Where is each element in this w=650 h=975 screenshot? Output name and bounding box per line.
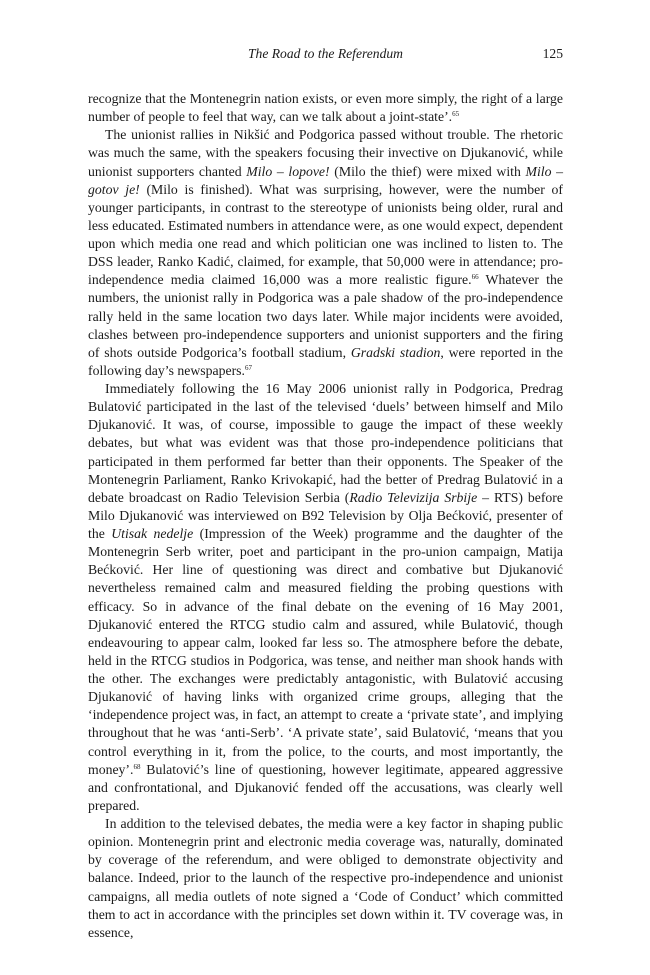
paragraph (88, 126, 563, 380)
footnote-marker: 68 (133, 762, 141, 771)
running-head (88, 46, 563, 66)
paragraph (88, 815, 563, 942)
body-text (88, 90, 563, 942)
page-number: 125 (542, 46, 563, 61)
italic-text: Gradski stadion (350, 344, 441, 360)
italic-text: Radio Televizija Srbije (349, 489, 478, 505)
text-run: The unionist rallies in Nikšić and Podgorica passed without trouble. The rhetoric was much the same, with the speakers focusing their invective on Djukanović, while unionist supporters chanted (88, 127, 563, 179)
italic-text: Milo – lopove! (246, 163, 330, 179)
footnote-marker: 65 (452, 110, 460, 119)
footnote-marker: 66 (471, 273, 479, 282)
paragraph (88, 90, 563, 126)
text-run: (Milo the thief) were mixed with (329, 163, 526, 179)
running-title: The Road to the Referendum (247, 46, 404, 61)
italic-text: Milo – gotov je! (88, 163, 563, 197)
paragraph (88, 380, 563, 815)
text-run: recognize that the Montenegrin nation exists, or even more simply, the right of a large number of people to feel that way, can we talk about a joint-state’. (88, 91, 563, 125)
text-run: Immediately following the 16 May 2006 unionist rally in Podgorica, Predrag Bulatović participated in the last of the televised ‘duels’ between himself and Milo Djukanović. It was, of course, impossible to gauge the impact of these weekly debates, but what was evident was that those pro-independence politicians that participated in them performed far better than their opponents. The Speaker of the Montenegrin Parliament, Ranko Krivokapić, had the better of Predrag Bulatović in a debate broadcast on Radio Television Serbia ( (88, 381, 563, 505)
text-run: , were reported in the following day’s newspapers. (88, 344, 563, 378)
footnote-marker: 67 (244, 363, 252, 372)
text-run: (Impression of the Week) programme and the daughter of the Montenegrin Serb writer, poet and participant in the pro-union campaign, Matija Bećković. Her line of questioning was direct and combative but Djukanović nevertheless remained calm and measured fielding the probing questions with efficacy. So in advance of the final debate on the evening of 16 May 2001, Djukanović entered the RTCG studio calm and assured, while Bulatović, though endeavouring to appear calm, looked far less so. The atmosphere before the debate, held in the RTCG studios in Podgorica, was tense, and neither man shook hands with the other. The exchanges were predictably antagonistic, with Bulatović accusing Djukanović of having links with organized crime groups, alleging that the ‘independence project was, in fact, an attempt to create a ‘private state’, and implying throughout that he was ‘anti-Serb’. ‘A private state’, said Bulatović, ‘means that you control everything in it, from the police, to the courts, and most importantly, the money’. (88, 526, 563, 777)
text-run: Bulatović’s line of questioning, however legitimate, appeared aggressive and confrontational, and Djukanović fended off the accusations, was clearly well prepared. (88, 761, 563, 813)
italic-text: Utisak nedelje (111, 526, 194, 541)
text-run: – RTS) before Milo Djukanović was interviewed on B92 Television by Olja Bećković, presenter of the (88, 489, 563, 541)
text-run: (Milo is finished). What was surprising, however, were the number of younger participants, in contrast to the stereotype of unionists being older, rural and less educated. Estimated numbers in attendance were, as one would expect, dependent upon which media one read and which politician one was inclined to listen to. The DSS leader, Ranko Kadić, claimed, for example, that 50,000 were in attendance; pro-independence media claimed 16,000 was a more realistic figure. (88, 181, 563, 288)
text-run: Whatever the numbers, the unionist rally in Podgorica was a pale shadow of the pro-independence rally held in the same location two days later. While major incidents were avoided, clashes between pro-independence supporters and unionist supporters and the firing of shots outside Podgorica’s football stadium, (88, 272, 563, 360)
text-run: In addition to the televised debates, the media were a key factor in shaping public opinion. Montenegrin print and electronic media coverage was, naturally, dominated by coverage of the referendum, and were obliged to demonstrate objectivity and balance. Indeed, prior to the launch of the respective pro-independence and unionist campaigns, all media outlets of note signed a ‘Code of Conduct’ which committed them to act in accordance with the principles set down within it. TV coverage was, in essence, (88, 816, 563, 940)
